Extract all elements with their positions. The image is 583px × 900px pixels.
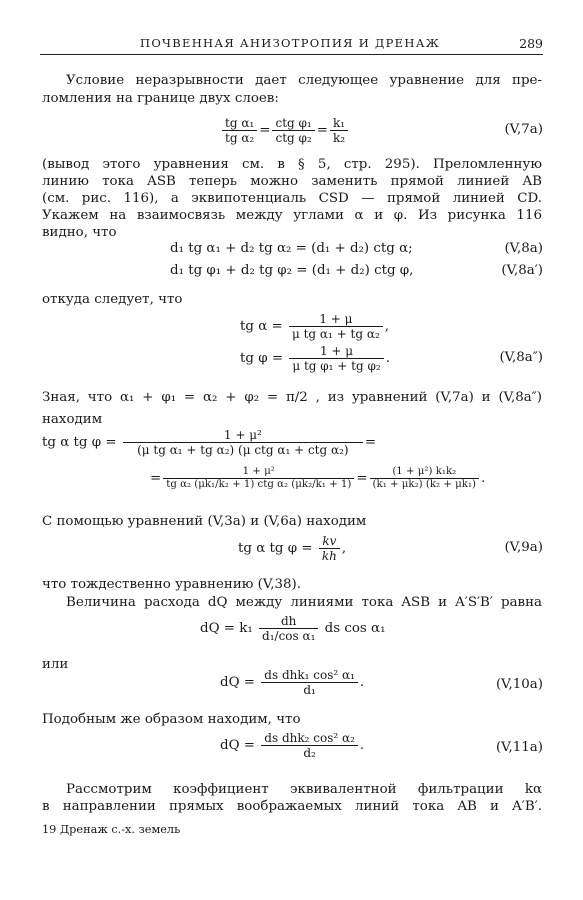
- equation-number: (V,10a): [495, 677, 543, 692]
- fraction: $\frac{1 + \mu}{\text{μ tg α₁ + tg α₂}}$: [289, 312, 383, 341]
- paragraph-line: Укажем на взаимосвязь между углами α и φ. Из рисунка 116: [42, 208, 542, 223]
- equation-tga-tgphi-expanded: tg α tg φ = $\frac{\text{1 + μ²}}{\text{(μ tg α₁ + tg α₂) (μ ctg α₁ + ctg α₂)}}$ =: [42, 428, 377, 457]
- paragraph-line: Величина расхода dQ между линиями тока ASB и A′S′B′ равна: [66, 595, 542, 610]
- equation-number: (V,9a): [504, 540, 543, 555]
- running-header: [40, 36, 543, 55]
- fraction: $\frac{1 + \mu}{\text{μ tg φ₁ + tg φ₂}}$: [289, 344, 383, 373]
- fraction: $\frac{kv}{kh}$: [319, 534, 340, 563]
- paragraph-line: (вывод этого уравнения см. в § 5, стр. 295). Преломленную: [42, 157, 542, 172]
- paragraph-line: Рассмотрим коэффициент эквивалентной фильтрации kα: [66, 782, 542, 797]
- paragraph-line: в направлении прямых воображаемых линий тока AB и A′B′.: [42, 799, 542, 814]
- paragraph-line: Подобным же образом находим, что: [42, 712, 301, 727]
- fraction: $\frac{\text{1 + μ²}}{\text{(μ tg α₁ + tg α₂) (μ ctg α₁ + ctg α₂)}}$: [123, 428, 363, 457]
- fraction: $\frac{\text{k₁}}{\text{k₂}}$: [330, 116, 348, 145]
- equation-number: (V,11a): [495, 740, 543, 755]
- paragraph-line: откуда следует, что: [42, 292, 183, 307]
- equation-v10a: dQ = $\frac{\text{ds dhk₁ cos² α₁}}{\text{d₁}}$ .: [220, 668, 365, 697]
- equation-v11a: dQ = $\frac{\text{ds dhk₂ cos² α₂}}{\text{d₂}}$ .: [220, 731, 365, 760]
- fraction: $\frac{dh}{\text{d₁/cos α₁}}$: [259, 614, 318, 643]
- paragraph-line: (см. рис. 116), а эквипотенциаль CSD — прямой линией CD.: [42, 191, 542, 206]
- paragraph-line: видно, что: [42, 225, 117, 240]
- page-number: 289: [519, 36, 543, 51]
- fraction: $\frac{\text{ds dhk₂ cos² α₂}}{\text{d₂}}$: [261, 731, 358, 760]
- equation-tg-alpha: tg α = $\frac{1 + \mu}{\text{μ tg α₁ + tg α₂}}$ ,: [240, 312, 390, 341]
- chapter-title: ПОЧВЕННАЯ АНИЗОТРОПИЯ И ДРЕНАЖ: [140, 36, 440, 50]
- equation-tga-tgphi-simplified: = $\frac{\text{1 + μ²}}{\text{tg α₂ (μk₁/k₂ + 1) ctg α₂ (μk₂/k₁ + 1)}}$ = $\frac{\text{(1 + μ²) k₁k₂}}{\text{(k₁ + μk₂) (k₂ + μk₁)}}$ .: [150, 466, 486, 490]
- equation-tg-phi: tg φ = $\frac{1 + \mu}{\text{μ tg φ₁ + tg φ₂}}$ .: [240, 344, 390, 373]
- equation-dq: dQ = k₁ $\frac{dh}{\text{d₁/cos α₁}}$ ds cos α₁: [200, 614, 386, 643]
- equation-v8a-prime: d₁ tg φ₁ + d₂ tg φ₂ = (d₁ + d₂) ctg φ,: [170, 263, 414, 278]
- equation-v7a: $\frac{\text{tg α₁}}{\text{tg α₂}}$ = $\frac{\text{ctg φ₁}}{\text{ctg φ₂}}$ = $\frac{\text{k₁}}{\text{k₂}}$: [220, 116, 350, 145]
- equation-number: (V,7a): [504, 122, 543, 137]
- paragraph-line: Зная, что α₁ + φ₁ = α₂ + φ₂ = π/2 , из уравнений (V,7a) и (V,8a″): [42, 390, 542, 405]
- equation-number: (V,8a″): [499, 350, 543, 365]
- signature-footer: 19 Дренаж с.-х. земель: [42, 823, 181, 836]
- paragraph-line: линию тока ASB теперь можно заменить прямой линией AB: [42, 174, 542, 189]
- fraction: $\frac{\text{ctg φ₁}}{\text{ctg φ₂}}$: [272, 116, 314, 145]
- paragraph-line: С помощью уравнений (V,3a) и (V,6a) находим: [42, 514, 367, 529]
- equation-number: (V,8a): [504, 241, 543, 256]
- paragraph-line: ломления на границе двух слоев:: [42, 91, 279, 106]
- paragraph-line: Условие неразрывности дает следующее уравнение для пре-: [66, 73, 542, 88]
- fraction: $\frac{\text{tg α₁}}{\text{tg α₂}}$: [222, 116, 257, 145]
- paragraph-line: что тождественно уравнению (V,38).: [42, 577, 301, 592]
- fraction: $\frac{\text{ds dhk₁ cos² α₁}}{\text{d₁}}$: [261, 668, 358, 697]
- fraction: $\frac{\text{(1 + μ²) k₁k₂}}{\text{(k₁ + μk₂) (k₂ + μk₁)}}$: [370, 466, 479, 491]
- equation-v9a: tg α tg φ = $\frac{kv}{kh}$ ,: [238, 534, 347, 563]
- fraction: $\frac{\text{1 + μ²}}{\text{tg α₂ (μk₁/k₂ + 1) ctg α₂ (μk₂/k₁ + 1)}}$: [163, 466, 354, 491]
- equation-v8a: d₁ tg α₁ + d₂ tg α₂ = (d₁ + d₂) ctg α;: [170, 241, 413, 256]
- paragraph-line: находим: [42, 412, 103, 427]
- paragraph-line: или: [42, 657, 69, 672]
- equation-number: (V,8a′): [501, 263, 543, 278]
